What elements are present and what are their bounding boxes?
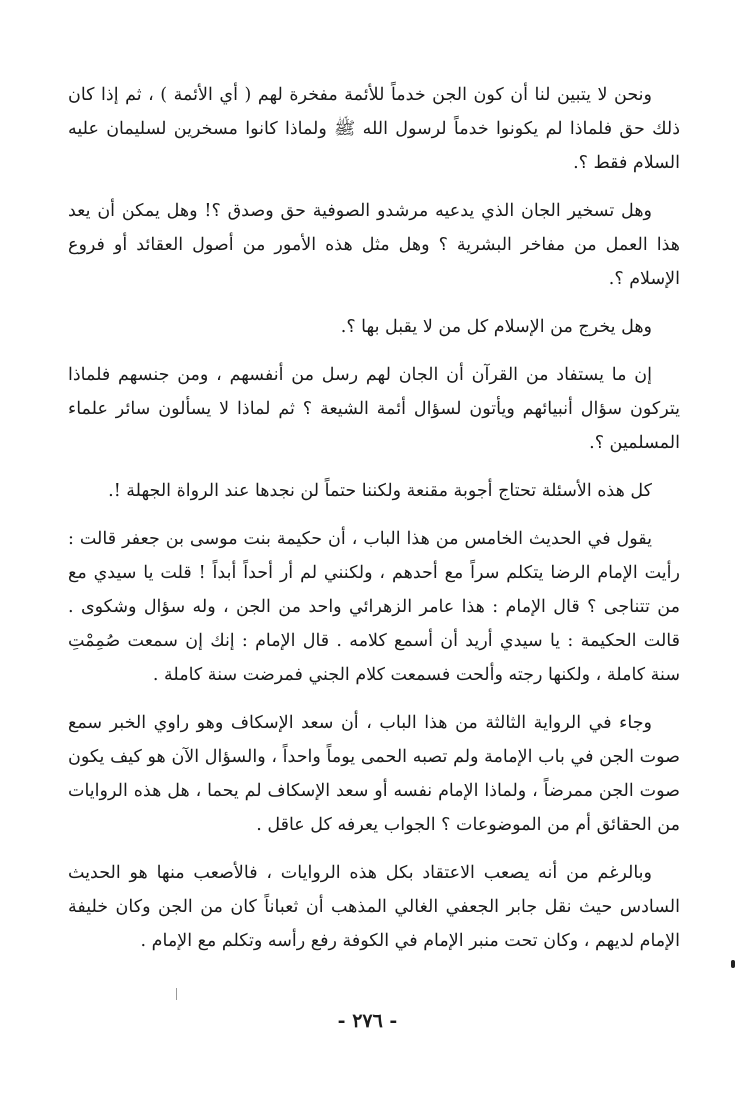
page-number: - ٢٧٦ -: [337, 1010, 398, 1032]
document-body: [68, 78, 680, 972]
paragraph-3: وهل يخرج من الإسلام كل من لا يقبل بها ؟.: [340, 317, 652, 337]
paragraph-1: ونحن لا يتبين لنا أن كون الجن خدماً للأئمة مفخرة لهم ( أي الأئمة ) ، ثم إذا كان ذلك حق فلماذا لم يكونوا خدماً لرسول الله ﷺ ولماذا كانوا مسخرين لسليمان عليه السلام فقط ؟.: [68, 85, 680, 173]
paragraph-7: وجاء في الرواية الثالثة من هذا الباب ، أن سعد الإسكاف وهو راوي الخبر سمع صوت الجن في باب الإمامة ولم تصبه الحمى يوماً واحداً ، والسؤال الآن هو كيف يكون صوت الجن ممرضاً ، ولماذا الإمام نفسه أو سعد الإسكاف لم يحما ، هل هذه الروايات من الحقائق أم من الموضوعات ؟ الجواب يعرفه كل عاقل .: [68, 713, 680, 835]
paragraph-4: إن ما يستفاد من القرآن أن الجان لهم رسل من أنفسهم ، ومن جنسهم فلماذا يتركون سؤال أنبيائهم ويأتون لسؤال أئمة الشيعة ؟ ثم لماذا لا يسألون سائر علماء المسلمين ؟.: [68, 365, 680, 453]
paragraph-5: كل هذه الأسئلة تحتاج أجوبة مقنعة ولكننا حتماً لن نجدها عند الرواة الجهلة !.: [108, 481, 652, 501]
paragraph-8: وبالرغم من أنه يصعب الاعتقاد بكل هذه الروايات ، فالأصعب منها هو الحديث السادس حيث نقل جابر الجعفي الغالي المذهب أن ثعباناً كان من الجن وكان خليفة الإمام لديهم ، وكان تحت منبر الإمام في الكوفة رفع رأسه وتكلم مع الإمام .: [68, 863, 680, 951]
paragraph-6: يقول في الحديث الخامس من هذا الباب ، أن حكيمة بنت موسى بن جعفر قالت : رأيت الإمام الرضا يتكلم سراً مع أحدهم ، ولكنني لم أر أحداً أبداً ! قلت يا سيدي مع من تتناجى ؟ قال الإمام : هذا عامر الزهرائي واحد من الجن ، وله سؤال وشكوى . قالت الحكيمة : يا سيدي أريد أن أسمع كلامه . قال الإمام : إنك إن سمعت صُمِمْتِ سنة كاملة ، ولكنها رجته وألحت فسمعت كلام الجني فمرضت سنة كاملة .: [68, 529, 680, 685]
paragraph-2: وهل تسخير الجان الذي يدعيه مرشدو الصوفية حق وصدق ؟! وهل يمكن أن يعد هذا العمل من مفاخر البشرية ؟ وهل مثل هذه الأمور من أصول العقائد أو فروع الإسلام ؟.: [68, 201, 680, 289]
scan-mark: [176, 988, 177, 1000]
scan-speck: [731, 960, 735, 968]
